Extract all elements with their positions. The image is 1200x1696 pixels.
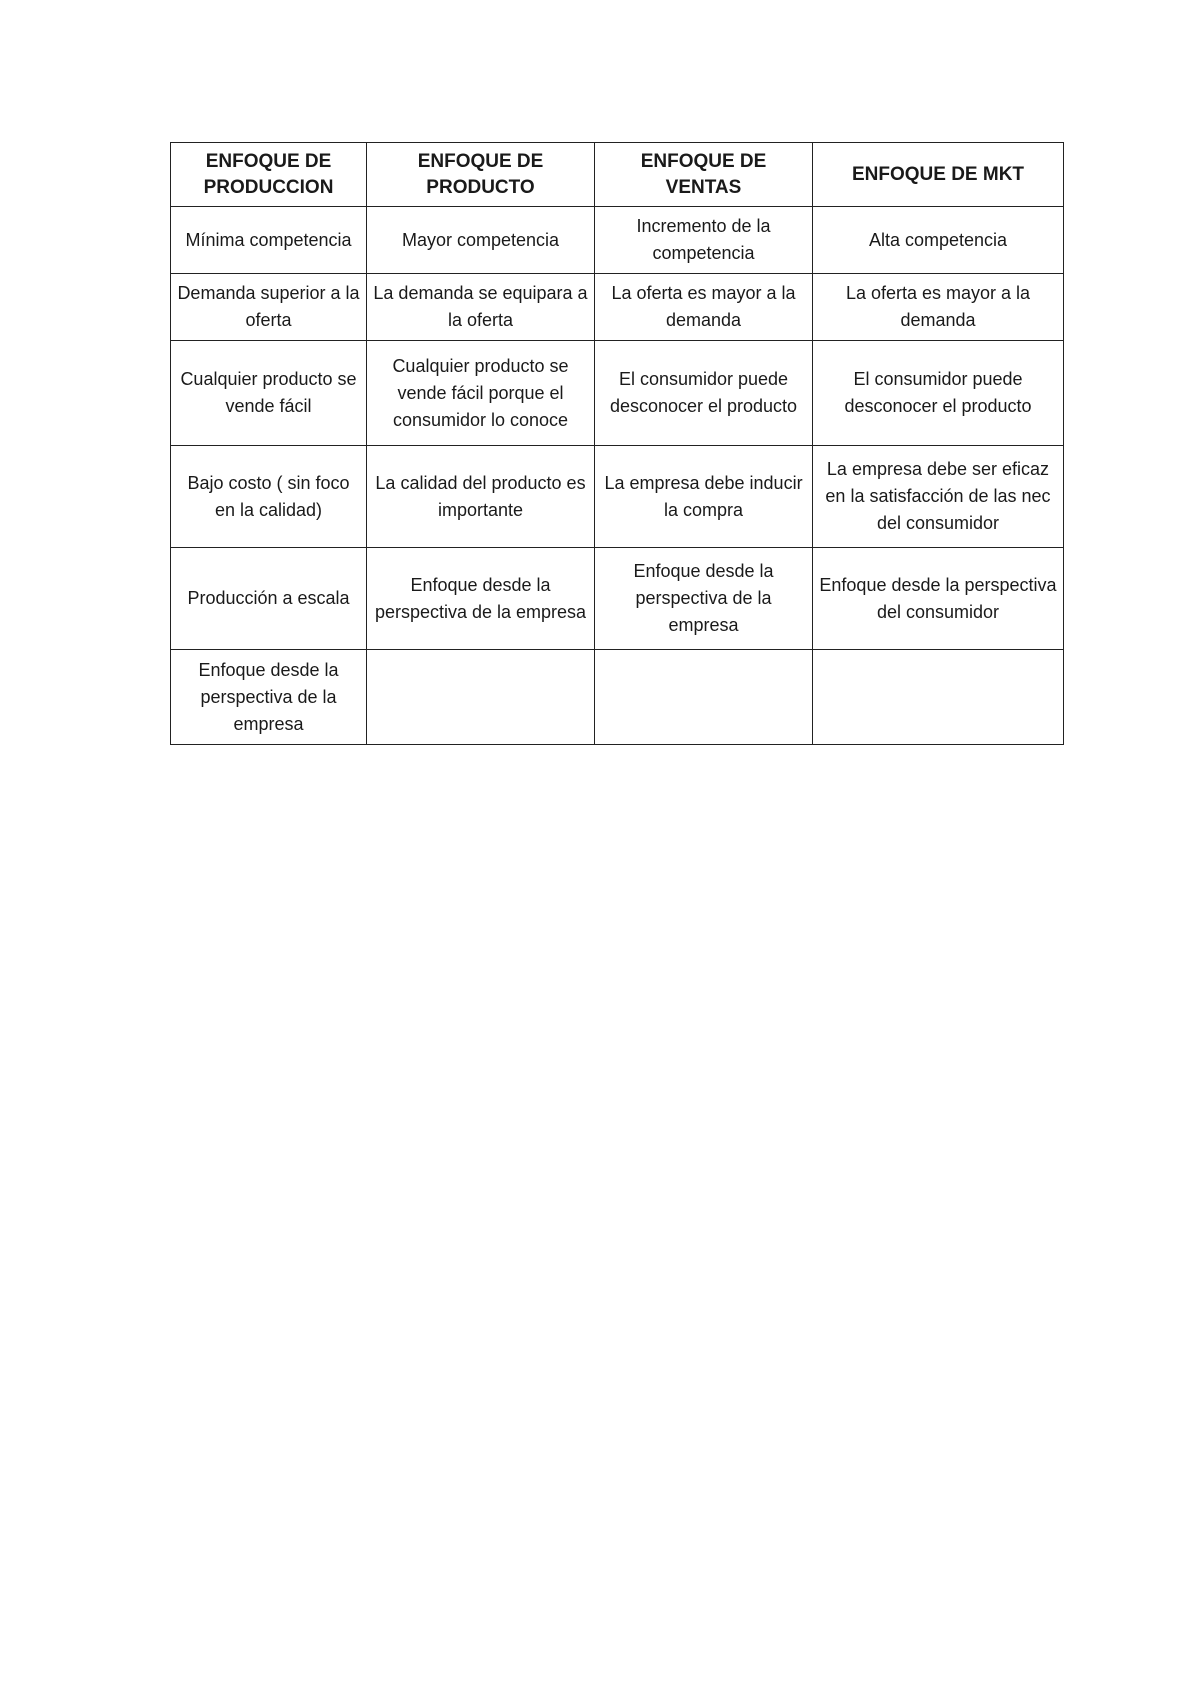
header-cell-mkt: ENFOQUE DE MKT [813, 143, 1064, 207]
table-cell: Cualquier producto se vende fácil [171, 341, 367, 446]
header-cell-producto: ENFOQUE DE PRODUCTO [367, 143, 595, 207]
table-row [171, 446, 1064, 548]
table-cell-empty [595, 650, 813, 745]
table-row [171, 274, 1064, 341]
table-header [171, 143, 1064, 207]
table-cell: La calidad del producto es importante [367, 446, 595, 548]
table-cell: Mínima competencia [171, 207, 367, 274]
table-cell: Bajo costo ( sin foco en la calidad) [171, 446, 367, 548]
table-cell: La demanda se equipara a la oferta [367, 274, 595, 341]
table-row [171, 548, 1064, 650]
table-cell: Enfoque desde la perspectiva de la empresa [171, 650, 367, 745]
table-cell: El consumidor puede desconocer el producto [813, 341, 1064, 446]
header-cell-produccion: ENFOQUE DE PRODUCCION [171, 143, 367, 207]
table-cell: La empresa debe inducir la compra [595, 446, 813, 548]
table-cell: Demanda superior a la oferta [171, 274, 367, 341]
table-body [171, 207, 1064, 745]
table-cell: Enfoque desde la perspectiva del consumidor [813, 548, 1064, 650]
table-row [171, 341, 1064, 446]
table-row [171, 207, 1064, 274]
table-row [171, 650, 1064, 745]
table-cell: La oferta es mayor a la demanda [595, 274, 813, 341]
table-cell: Cualquier producto se vende fácil porque el consumidor lo conoce [367, 341, 595, 446]
table-cell: La empresa debe ser eficaz en la satisfacción de las nec del consumidor [813, 446, 1064, 548]
table-cell-empty [813, 650, 1064, 745]
comparison-table [170, 142, 1064, 745]
header-cell-ventas: ENFOQUE DE VENTAS [595, 143, 813, 207]
table-cell: Mayor competencia [367, 207, 595, 274]
header-row [171, 143, 1064, 207]
table-cell: La oferta es mayor a la demanda [813, 274, 1064, 341]
table-cell: Alta competencia [813, 207, 1064, 274]
table-cell: Incremento de la competencia [595, 207, 813, 274]
table-cell: Enfoque desde la perspectiva de la empresa [367, 548, 595, 650]
table-cell: El consumidor puede desconocer el producto [595, 341, 813, 446]
table-cell: Producción a escala [171, 548, 367, 650]
table-cell: Enfoque desde la perspectiva de la empresa [595, 548, 813, 650]
table-cell-empty [367, 650, 595, 745]
